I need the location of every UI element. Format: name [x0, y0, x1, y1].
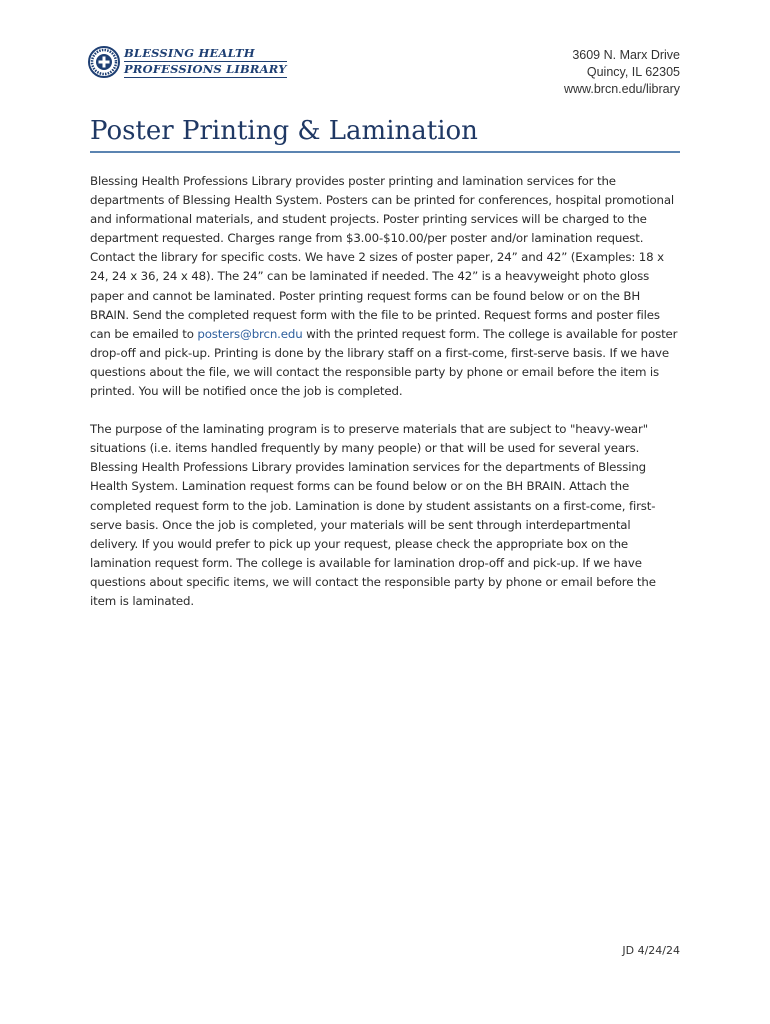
paragraph-poster-printing	[90, 172, 680, 401]
footer-initials-date: JD 4/24/24	[622, 944, 680, 957]
paragraph-1-text: Blessing Health Professions Library provides poster printing and lamination services for the departments of Blessing Health System. Posters can be printed for conferences, hospital promotional and informational materials, and student projects. Poster printing services will be charged to the department requested. Charges range from $3.00-$10.00/per poster and/or lamination request. Contact the library for specific costs. We have 2 sizes of poster paper, 24” and 42” (Examples: 18 x 24, 24 x 36, 24 x 48). The 24” can be laminated if needed. The 42” is a heavyweight photo gloss paper and cannot be laminated. Poster printing request forms can be found below or on the BH BRAIN. Send the completed request form with the file to be printed. Request forms and poster files can be emailed to	[90, 174, 675, 341]
paragraph-lamination: The purpose of the laminating program is to preserve materials that are subject to "heavy-wear" situations (i.e. items handled frequently by many people) or that will be used for several years. Blessing Health Professions Library provides lamination services for the departments of Blessing Health System. Lamination request forms can be found below or on the BH BRAIN. Attach the completed request form to the job. Lamination is done by student assistants on a first-come, first-serve basis. Once the job is completed, your materials will be sent through interdepartmental delivery. If you would prefer to pick up your request, please check the appropriate box on the lamination request form. The college is available for lamination drop-off and pick-up. If we have questions about specific items, we will contact the responsible party by phone or email before the item is laminated.	[90, 422, 656, 608]
logo-line-1: BLESSING HEALTH	[124, 46, 287, 62]
address-website: www.brcn.edu/library	[563, 82, 680, 96]
library-logo	[88, 46, 287, 78]
logo-line-2: PROFESSIONS LIBRARY	[124, 62, 287, 76]
email-link[interactable]: posters@brcn.edu	[197, 326, 303, 341]
paragraph-1-text-cont: with the printed request form. The college is available for poster drop-off and pick-up. Printing is done by the library staff on a first-come, first-serve basis. If we have questions about the file, we will contact the responsible party by phone or email before the item is printed. You will be notified once the job is completed.	[90, 326, 678, 399]
document-body	[90, 172, 680, 630]
page-title: Poster Printing & Lamination	[90, 113, 680, 153]
address-street: 3609 N. Marx Drive	[572, 48, 680, 62]
address-city: Quincy, IL 62305	[586, 65, 680, 79]
seal-icon	[88, 46, 120, 78]
address-block	[564, 47, 680, 98]
